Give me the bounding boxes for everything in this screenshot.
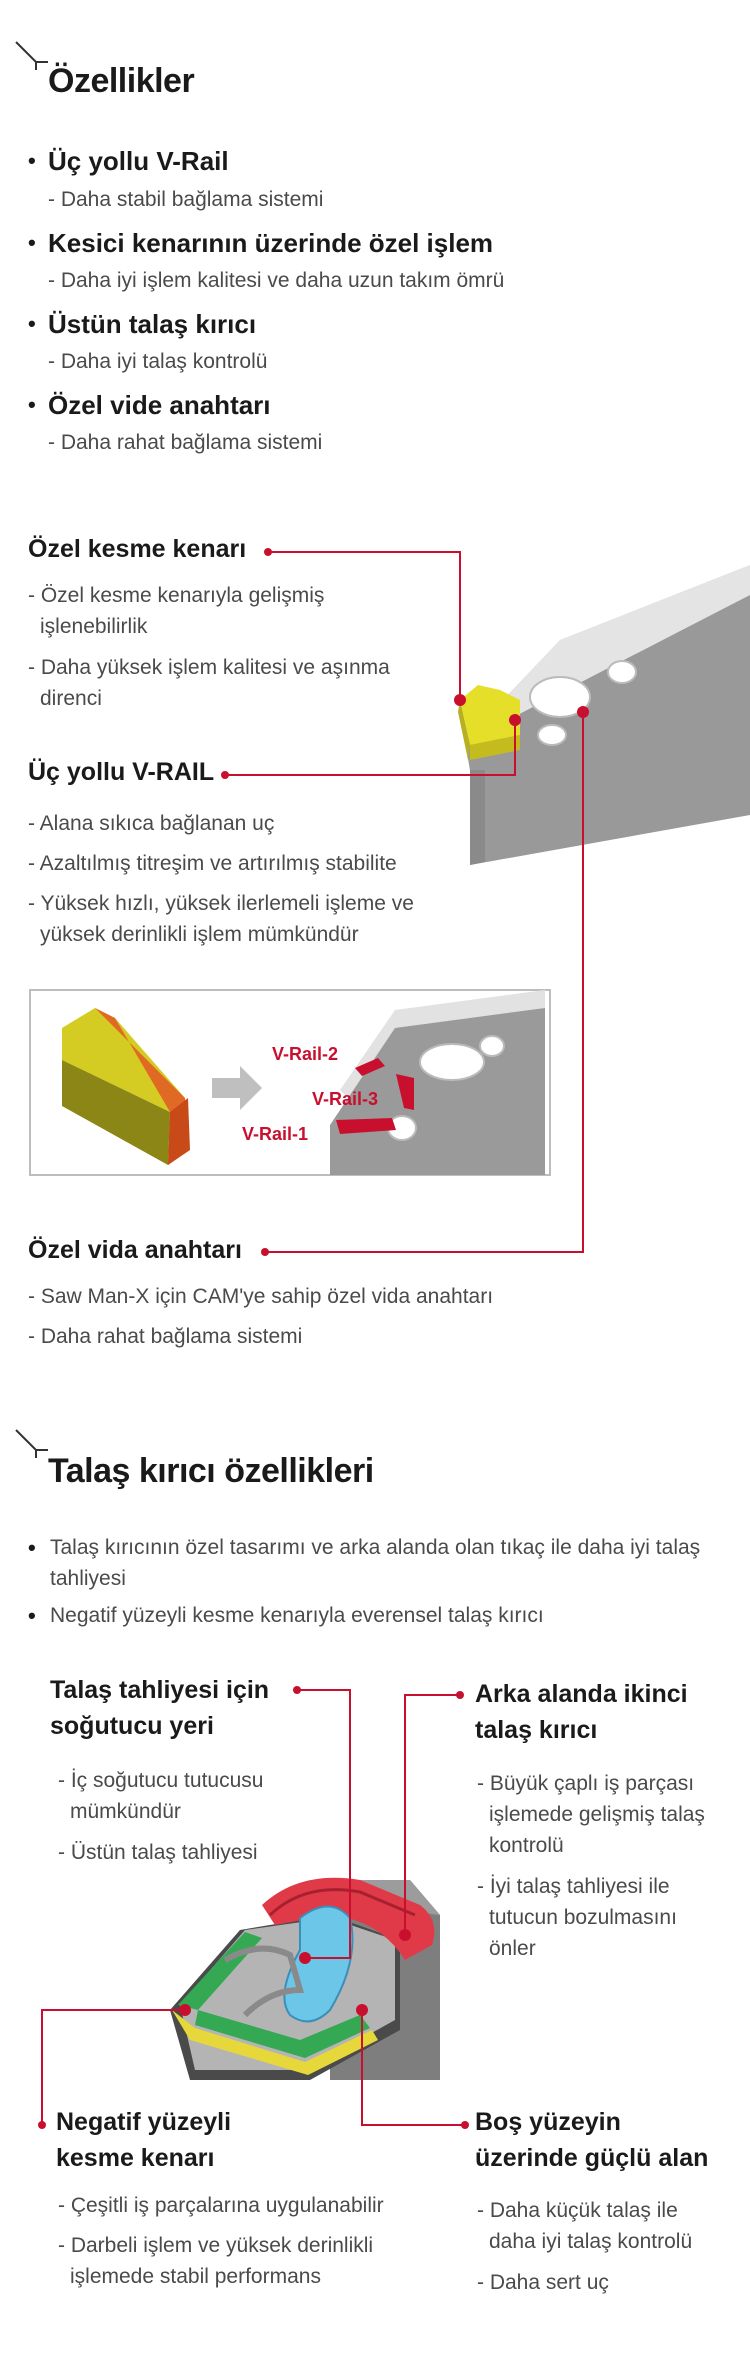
callout-title-edge: Özel kesme kenarı — [28, 535, 247, 563]
callout-line: - Daha yüksek işlem kalitesi ve aşınma — [28, 656, 390, 679]
feature-title: Kesici kenarının üzerinde özel işlem — [48, 228, 494, 258]
callout-title-wrench: Özel vida anahtarı — [28, 1236, 242, 1264]
feature-desc: - Daha rahat bağlama sistemi — [48, 431, 323, 454]
callout-line: - Daha rahat bağlama sistemi — [28, 1325, 303, 1348]
callout-line: - Azaltılmış titreşim ve artırılmış stabilite — [28, 852, 397, 875]
vrail-label-1: V-Rail-1 — [242, 1124, 309, 1144]
point-text: Negatif yüzeyli kesme kenarıyla everensel talaş kırıcı — [50, 1604, 544, 1627]
bullet: • — [28, 148, 36, 173]
bullet: • — [28, 1535, 36, 1560]
feature-title: Üstün talaş kırıcı — [48, 309, 257, 339]
chip-callout-line: mümkündür — [70, 1800, 181, 1823]
chip-callout-line: - Üstün talaş tahliyesi — [58, 1841, 258, 1864]
corner-mark-icon — [14, 1428, 48, 1458]
callout-title-rail: Üç yollu V-RAIL — [28, 758, 215, 786]
vrail-label-2: V-Rail-2 — [272, 1044, 339, 1064]
chip-callout-title: Arka alanda ikinci — [475, 1680, 688, 1708]
callout-line: - Saw Man-X için CAM'ye sahip özel vida anahtarı — [28, 1285, 494, 1308]
chip-callout-title: talaş kırıcı — [475, 1716, 598, 1744]
bullet: • — [28, 230, 36, 255]
chip-callout-title: Negatif yüzeyli — [56, 2108, 232, 2136]
callout-line: işlenebilirlik — [40, 615, 148, 638]
bullet: • — [28, 311, 36, 336]
chip-callout-line: - Darbeli işlem ve yüksek derinlikli — [58, 2234, 374, 2257]
chip-callout-line: işlemede stabil performans — [70, 2265, 321, 2288]
chip-callout-line: daha iyi talaş kontrolü — [489, 2230, 693, 2253]
vrail-label-3: V-Rail-3 — [312, 1089, 379, 1109]
chip-callout-line: tutucun bozulmasını — [489, 1906, 677, 1929]
section-title-chip-breaker: Talaş kırıcı özellikleri — [48, 1452, 374, 1490]
chip-callout-line: - İyi talaş tahliyesi ile — [477, 1875, 670, 1898]
callout-line: yüksek derinlikli işlem mümkündür — [40, 923, 359, 946]
point-text: tahliyesi — [50, 1567, 126, 1590]
chip-callout-line: - Daha küçük talaş ile — [477, 2199, 678, 2222]
chip-callout-title: üzerinde güçlü alan — [475, 2144, 709, 2172]
point-text: Talaş kırıcının özel tasarımı ve arka alanda olan tıkaç ile daha iyi talaş — [50, 1536, 701, 1559]
chip-callout-line: kontrolü — [489, 1834, 564, 1857]
chip-callout-title: kesme kenarı — [56, 2144, 215, 2172]
section-title-features: Özellikler — [48, 62, 195, 100]
chip-callout-title: Boş yüzeyin — [475, 2108, 621, 2136]
chip-callout-line: - Büyük çaplı iş parçası — [477, 1772, 695, 1795]
callout-line: - Özel kesme kenarıyla gelişmiş — [28, 584, 325, 607]
chip-callout-line: - Daha sert uç — [477, 2271, 609, 2294]
chip-callout-line: önler — [489, 1937, 536, 1960]
chip-callout-title: soğutucu yeri — [50, 1712, 214, 1740]
feature-desc: - Daha iyi talaş kontrolü — [48, 350, 268, 373]
callout-line: - Alana sıkıca bağlanan uç — [28, 812, 275, 835]
bullet: • — [28, 1603, 36, 1628]
chip-callout-line: - Çeşitli iş parçalarına uygulanabilir — [58, 2194, 384, 2217]
feature-title: Üç yollu V-Rail — [48, 146, 229, 176]
feature-desc: - Daha iyi işlem kalitesi ve daha uzun takım ömrü — [48, 269, 505, 292]
bullet: • — [28, 392, 36, 417]
feature-desc: - Daha stabil bağlama sistemi — [48, 188, 324, 211]
chip-callout-line: işlemede gelişmiş talaş — [489, 1803, 705, 1826]
callout-line: - Yüksek hızlı, yüksek ilerlemeli işleme ve — [28, 892, 414, 915]
callout-line: direnci — [40, 687, 102, 710]
chip-callout-line: - İç soğutucu tutucusu — [58, 1769, 264, 1792]
feature-title: Özel vide anahtarı — [48, 390, 271, 420]
chip-callout-title: Talaş tahliyesi için — [50, 1676, 270, 1704]
